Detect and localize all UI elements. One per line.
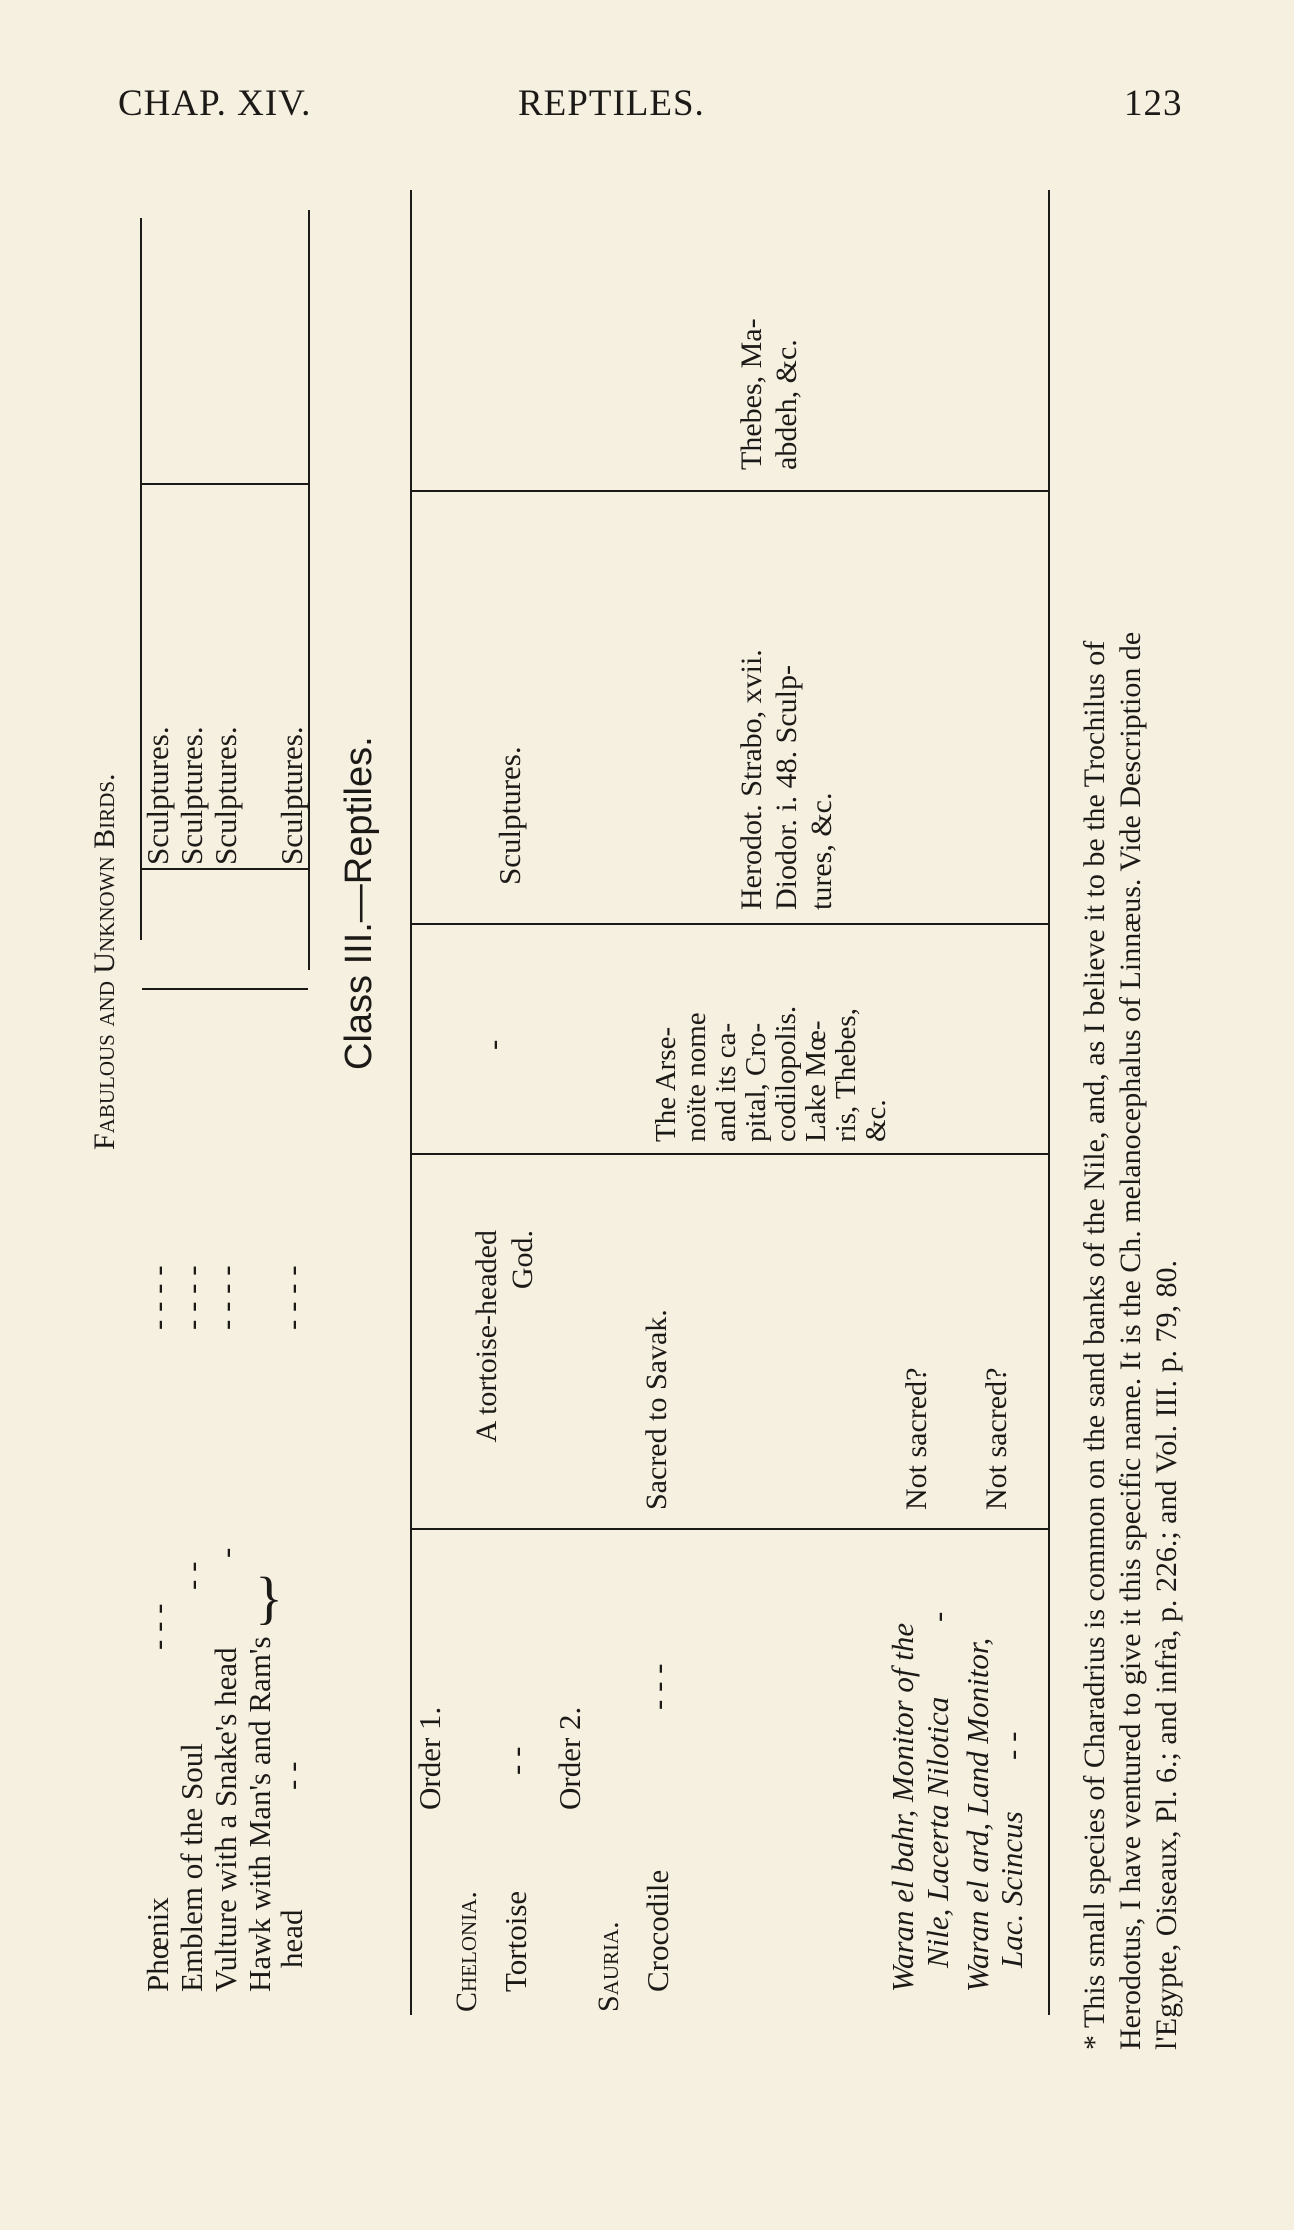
reptiles-divider-4 [410,490,1048,492]
chapter-label: CHAP. XIV. [118,83,312,124]
bird-brace: } [255,1565,283,1631]
birds-divider-1 [142,988,308,990]
bird-name: Vulture with a Snake's head [208,1647,243,1992]
bird-source: Sculptures. [174,726,209,865]
tortoise-source: Sculptures. [492,746,527,885]
waran-sacred: Not sacred? [900,1367,933,1510]
bird-name: head [274,1909,309,1968]
waran-dots: - [920,1611,955,1622]
crocodile-place-line: &c. [860,1099,892,1142]
bird-dots: - - [174,1561,209,1590]
page-number: 123 [1124,83,1183,124]
crocodile-source: tures, &c. [805,792,838,910]
crocodile-dots: - - - [640,1663,675,1710]
tortoise-dots: - - [498,1746,533,1775]
bird-source: Sculptures. [208,726,243,865]
running-title: REPTILES. [518,83,705,124]
waran-name: Waran el ard, Land Monitor, [960,1637,995,1992]
bird-dots: - - - [140,1603,175,1650]
crocodile-place-line: noïte nome [680,1012,712,1142]
tortoise-sacred: God. [506,1230,539,1290]
crocodile-place-line: Lake Mœ- [800,1020,832,1142]
reptiles-bottom-rule [1048,190,1050,2015]
crocodile-place-line: and its ca- [710,1022,742,1142]
bird-source: Sculptures. [140,726,175,865]
bird-dots: - - - - [274,1265,309,1330]
birds-divider-2 [142,868,308,870]
footnote-line: Herodotus, I have ventured to give it this specific name. It is the Ch. melanocephalus of Linnæus. Vide Description de [1114,631,1147,2050]
reptiles-section-title: Class III.—Reptiles. [338,736,380,1070]
order-1-label: Order 1. [412,1706,447,1810]
reptiles-divider-3 [410,923,1048,925]
crocodile-source: Herodot. Strabo, xvii. [735,649,768,910]
bird-name: Phœnix [140,1897,175,1992]
crocodile-place-line: ris, Thebes, [830,1008,862,1142]
bird-dots: - - - - [174,1265,209,1330]
birds-divider-3 [142,483,308,485]
crocodile-extra: abdeh, &c. [770,339,803,470]
bird-dots: - - - - [140,1265,175,1330]
bird-name: Hawk with Man's and Ram's [242,1636,277,1992]
bird-dots: - - [274,1761,309,1790]
footnote-line: l'Egypte, Oiseaux, Pl. 6.; and infrà, p. 226.; and Vol. III. p. 79, 80. [1150,1259,1183,2050]
reptiles-divider-1 [410,1528,1048,1530]
chelonia-label: Chelonia. [450,1891,483,2012]
waran-name: Waran el bahr, Monitor of the [885,1622,920,1992]
crocodile-name: Crocodile [640,1869,675,1992]
waran-name: Nile, Lacerta Nilotica [920,1696,955,1968]
tortoise-name: Tortoise [498,1890,533,1992]
waran-dots: - - [994,1731,1029,1760]
reptiles-divider-2 [410,1153,1048,1155]
sauria-label: Sauria. [592,1921,625,2012]
bird-dots: - - - - [208,1265,243,1330]
birds-section-title: Fabulous and Unknown Birds. [88,773,121,1150]
crocodile-sacred: Sacred to Savak. [640,1309,673,1510]
bird-source: Sculptures. [274,726,309,865]
waran-sacred: Not sacred? [980,1367,1013,1510]
waran-name: Lac. Scincus [994,1811,1029,1968]
order-2-label: Order 2. [552,1706,587,1810]
crocodile-extra: Thebes, Ma- [735,318,768,470]
tortoise-sacred: A tortoise-headed [470,1230,503,1443]
footnote-line: * This small species of Charadrius is common on the sand banks of the Nile, and, as I believe it to be the Trochilus of [1078,640,1111,2050]
crocodile-source: Diodor. i. 48. Sculp- [770,665,803,910]
tortoise-dash: - [475,1039,510,1050]
crocodile-place-line: codilopolis. [770,1005,802,1142]
crocodile-place-line: The Arse- [650,1026,682,1142]
bird-dots: - [208,1547,243,1558]
bird-name: Emblem of the Soul [174,1743,209,1992]
crocodile-place-line: pital, Cro- [740,1022,772,1142]
